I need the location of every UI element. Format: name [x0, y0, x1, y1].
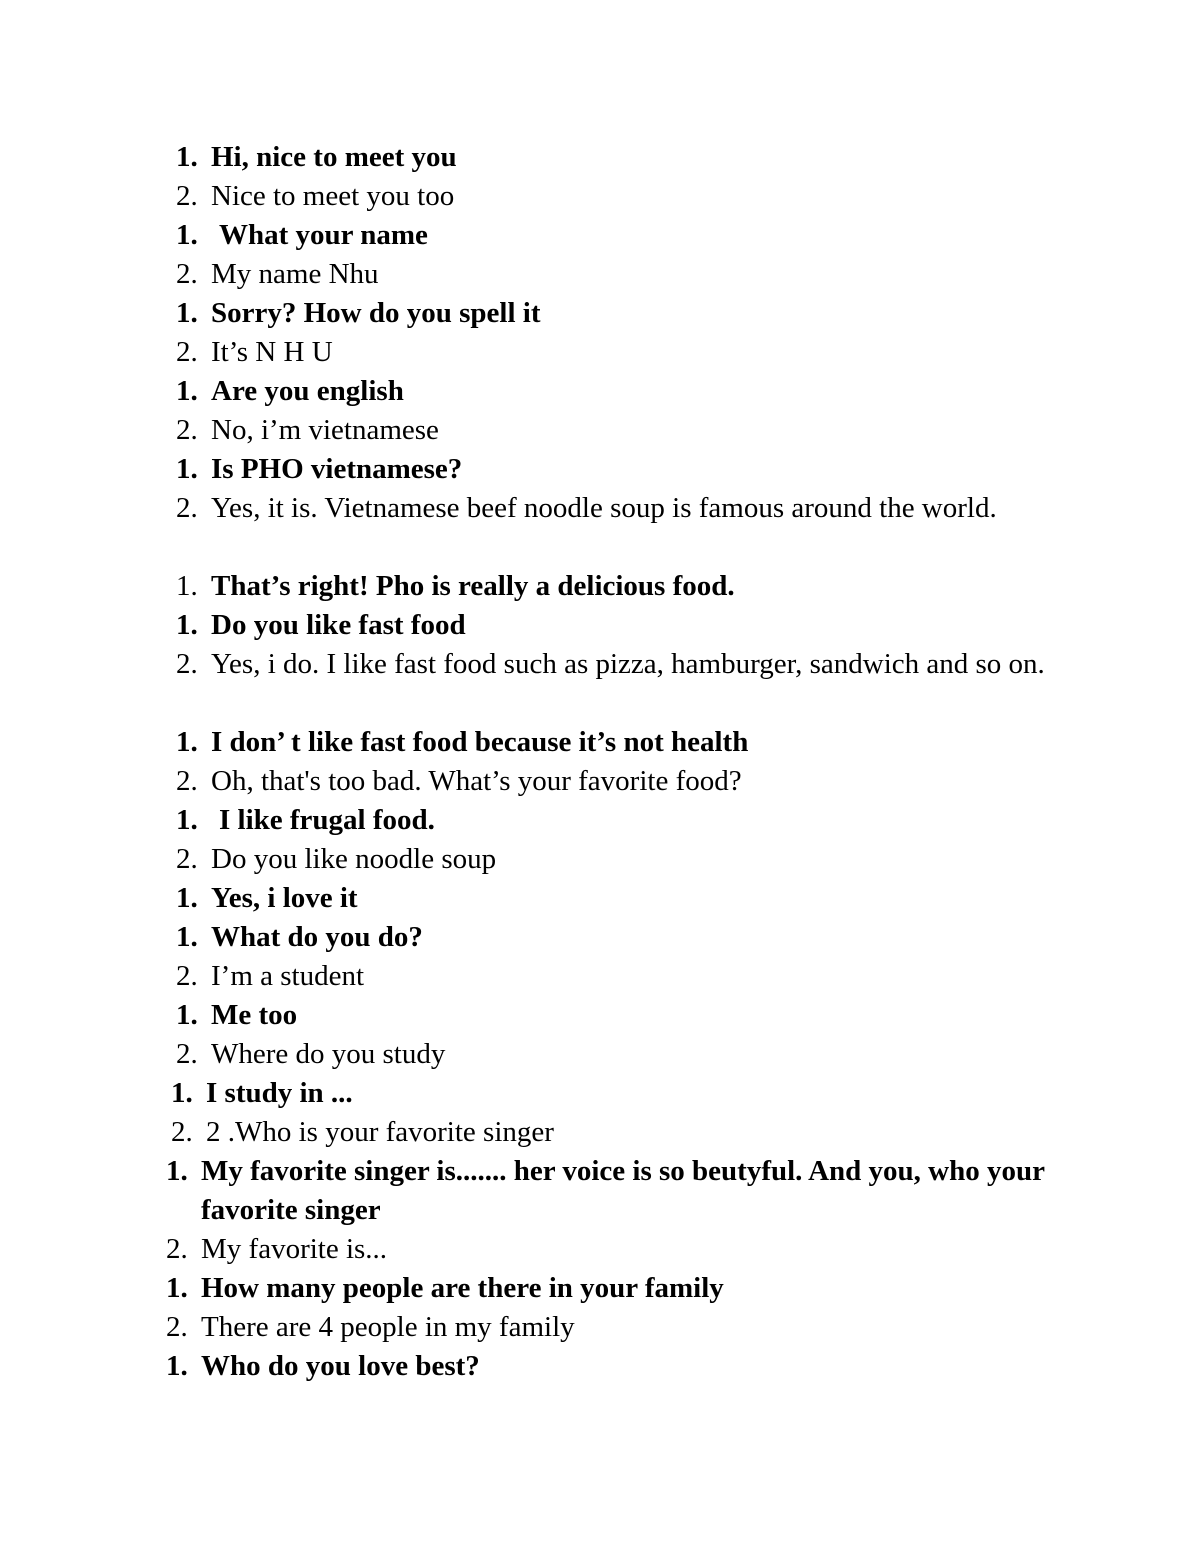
dialogue-line: [0, 957, 1200, 996]
line-text: Are you english: [211, 375, 404, 407]
line-text: Do you like noodle soup: [211, 843, 497, 875]
line-number: 2.: [171, 1116, 193, 1148]
line-text: It’s N H U: [211, 336, 333, 368]
line-number: 1.: [176, 609, 198, 641]
line-number: 2.: [176, 960, 198, 992]
line-text: There are 4 people in my family: [201, 1311, 575, 1343]
line-text: How many people are there in your family: [201, 1272, 724, 1304]
line-number: 2.: [176, 648, 198, 680]
line-number: 2.: [176, 258, 198, 290]
dialogue-line: [0, 1308, 1200, 1347]
line-number: 1.: [166, 1350, 188, 1382]
line-number: 2.: [176, 180, 198, 212]
line-text: That’s right! Pho is really a delicious food.: [211, 570, 735, 602]
line-text: Yes, it is. Vietnamese beef noodle soup is famous around the world.: [211, 492, 997, 524]
line-text: Yes, i love it: [211, 882, 358, 914]
line-number: 1.: [176, 921, 198, 953]
line-number: 1.: [176, 453, 198, 485]
dialogue-line: [0, 1230, 1200, 1269]
dialogue-line: [0, 450, 1200, 489]
line-number: 1.: [171, 1077, 193, 1109]
line-text: Me too: [211, 999, 298, 1031]
line-text: Where do you study: [211, 1038, 446, 1070]
dialogue-line: [0, 1152, 1200, 1230]
line-text: What do you do?: [211, 921, 423, 953]
dialogue-line: [0, 216, 1200, 255]
line-text: I’m a student: [211, 960, 365, 992]
dialogue-line: [0, 1074, 1200, 1113]
dialogue-line: [0, 138, 1200, 177]
line-number: 1.: [176, 882, 198, 914]
line-text: I like frugal food.: [219, 804, 435, 836]
dialogue-line: [0, 723, 1200, 762]
dialogue-line: [0, 255, 1200, 294]
dialogue-line: [0, 606, 1200, 645]
line-text: No, i’m vietnamese: [211, 414, 439, 446]
line-number: 2.: [166, 1233, 188, 1265]
dialogue-line: [0, 840, 1200, 879]
line-number: 1.: [176, 999, 198, 1031]
dialogue-line: [0, 645, 1200, 723]
line-number: 1.: [166, 1272, 188, 1304]
line-text: My favorite singer is....... her voice is so beutyful. And you, who your favorite singer: [201, 1155, 1045, 1226]
dialogue-line: [0, 333, 1200, 372]
dialogue-line: [0, 177, 1200, 216]
line-number: 2.: [176, 843, 198, 875]
dialogue-line: [0, 879, 1200, 918]
dialogue-line: [0, 801, 1200, 840]
dialogue-line: [0, 411, 1200, 450]
dialogue-line: [0, 294, 1200, 333]
dialogue-line: [0, 1113, 1200, 1152]
line-text: Nice to meet you too: [211, 180, 455, 212]
dialogue-list: [0, 138, 1200, 1386]
line-text: Who do you love best?: [201, 1350, 480, 1382]
line-text: I don’ t like fast food because it’s not health: [211, 726, 749, 758]
dialogue-line: [0, 996, 1200, 1035]
line-number: 2.: [176, 414, 198, 446]
dialogue-line: [0, 1347, 1200, 1386]
dialogue-line: [0, 489, 1200, 567]
line-number: 1.: [166, 1155, 188, 1187]
line-number: 1.: [176, 375, 198, 407]
line-number: 1.: [176, 570, 198, 602]
line-text: What your name: [219, 219, 428, 251]
line-number: 2.: [166, 1311, 188, 1343]
line-text: 2 .Who is your favorite singer: [206, 1116, 554, 1148]
line-text: Oh, that's too bad. What’s your favorite food?: [211, 765, 742, 797]
dialogue-line: [0, 1035, 1200, 1074]
line-number: 1.: [176, 726, 198, 758]
line-number: 2.: [176, 492, 198, 524]
line-number: 1.: [176, 804, 198, 836]
line-text: My name Nhu: [211, 258, 379, 290]
dialogue-line: [0, 918, 1200, 957]
line-number: 1.: [176, 141, 198, 173]
line-text: I study in ...: [206, 1077, 353, 1109]
dialogue-line: [0, 762, 1200, 801]
line-number: 1.: [176, 219, 198, 251]
line-text: Hi, nice to meet you: [211, 141, 457, 173]
line-text: My favorite is...: [201, 1233, 388, 1265]
line-text: Sorry? How do you spell it: [211, 297, 541, 329]
line-text: Do you like fast food: [211, 609, 466, 641]
dialogue-line: [0, 372, 1200, 411]
line-text: Is PHO vietnamese?: [211, 453, 463, 485]
line-number: 2.: [176, 765, 198, 797]
dialogue-line: [0, 567, 1200, 606]
line-number: 2.: [176, 1038, 198, 1070]
line-text: Yes, i do. I like fast food such as pizza, hamburger, sandwich and so on.: [211, 648, 1045, 680]
line-number: 2.: [176, 336, 198, 368]
line-number: 1.: [176, 297, 198, 329]
dialogue-line: [0, 1269, 1200, 1308]
